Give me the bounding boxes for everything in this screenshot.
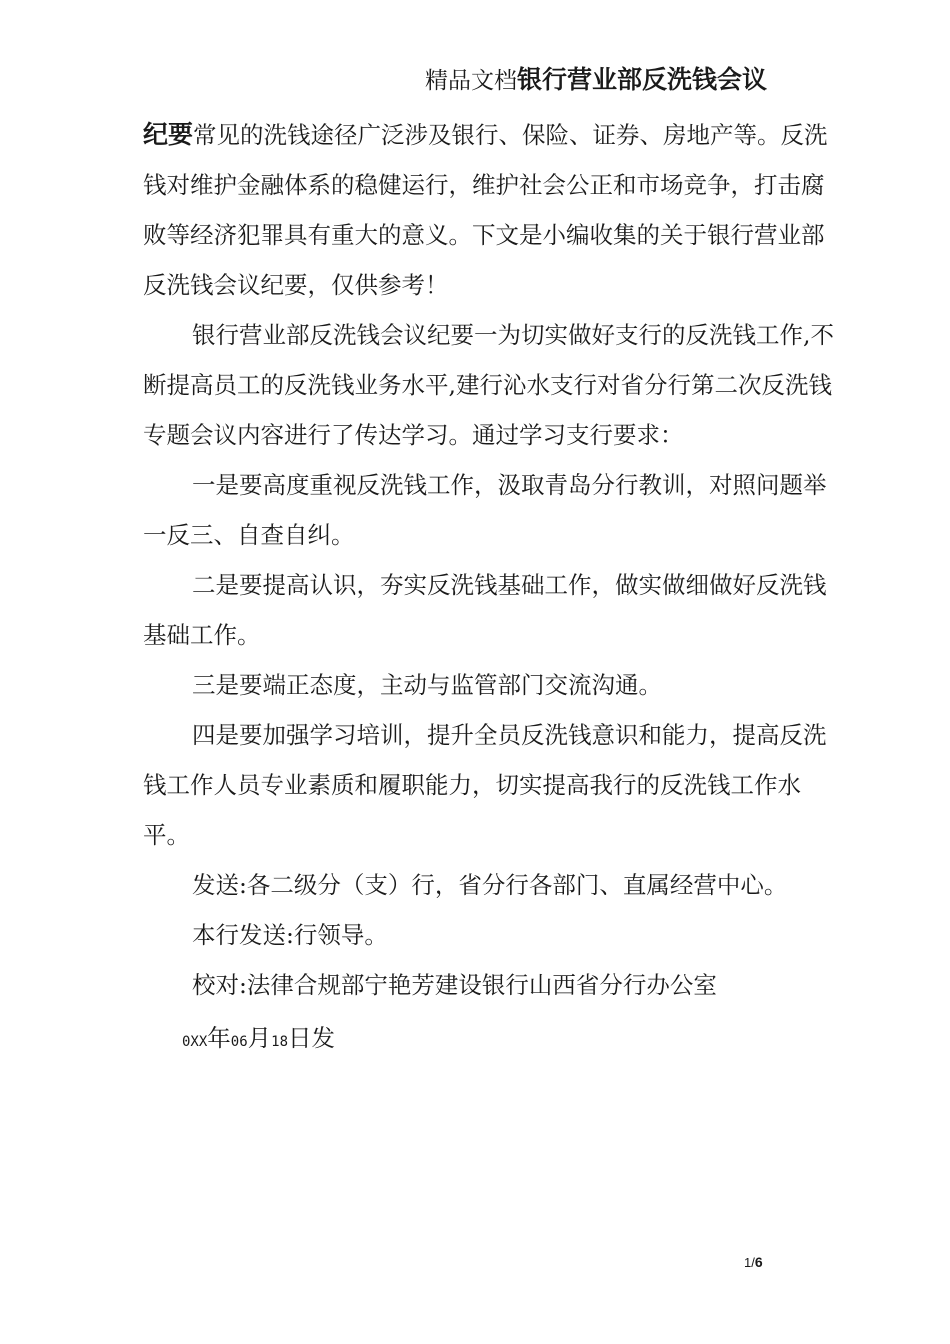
internal-distribution-line: 本行发送:行领导。 <box>192 921 388 949</box>
date-month: 06 <box>230 1034 248 1050</box>
date-year: 0XX <box>182 1034 208 1050</box>
document-title-part1: 银行营业部反洗钱会议 <box>517 65 768 94</box>
date-day-char: 日发 <box>288 1024 336 1052</box>
proofreader-line: 校对:法律合规部宁艳芳建设银行山西省分行办公室 <box>192 971 717 999</box>
header-prefix: 精品文档 <box>425 68 517 94</box>
intro-text: 常见的洗钱途径广泛涉及银行、保险、证券、房地产等。反洗钱对维护金融体系的稳健运行，维护社会公正和市场竞争，打击腐败等经济犯罪具有重大的意义。下文是小编收集的关于银行营业部反洗钱会议纪要，仅供参考！ <box>143 121 828 299</box>
intro-paragraph <box>143 110 843 310</box>
page-number <box>744 1252 763 1272</box>
paragraph-5: 四是要加强学习培训，提升全员反洗钱意识和能力，提高反洗钱工作人员专业素质和履职能力，切实提高我行的反洗钱工作水平。 <box>143 721 827 849</box>
document-title-part2: 纪要 <box>143 120 194 149</box>
page-number-current: 1 <box>744 1255 752 1270</box>
date-day: 18 <box>271 1034 289 1050</box>
paragraph-3: 二是要提高认识，夯实反洗钱基础工作，做实做细做好反洗钱基础工作。 <box>143 571 827 649</box>
date-month-char: 月 <box>247 1024 272 1052</box>
paragraph-2: 一是要高度重视反洗钱工作，汲取青岛分行教训，对照问题举一反三、自查自纠。 <box>143 471 827 549</box>
paragraph-1: 银行营业部反洗钱会议纪要一为切实做好支行的反洗钱工作,不断提高员工的反洗钱业务水平,建行沁水支行对省分行第二次反洗钱专题会议内容进行了传达学习。通过学习支行要求： <box>143 321 834 449</box>
paragraph-4: 三是要端正态度，主动与监管部门交流沟通。 <box>192 671 662 699</box>
page-number-total: 6 <box>754 1254 763 1270</box>
document-header <box>425 60 845 100</box>
date-year-char: 年 <box>207 1024 231 1052</box>
page-number-separator: / <box>751 1255 755 1270</box>
document-body <box>143 110 843 1010</box>
issue-date <box>182 1016 335 1060</box>
distribution-line: 发送:各二级分（支）行，省分行各部门、直属经营中心。 <box>192 871 788 899</box>
